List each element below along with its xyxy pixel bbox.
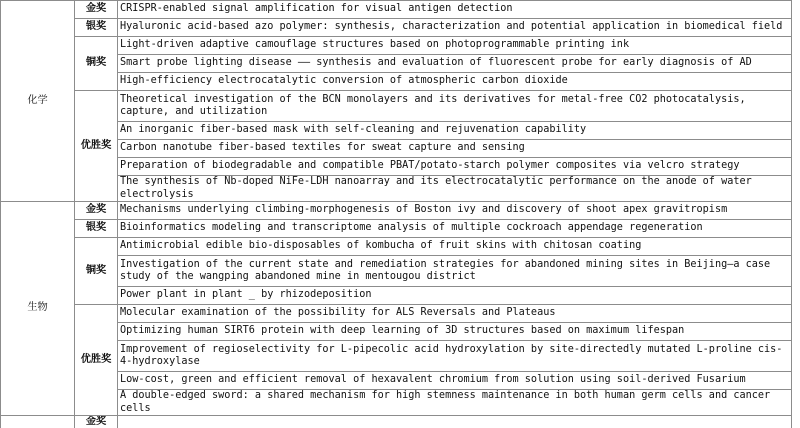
table-row: [1, 323, 792, 341]
table-row: [1, 256, 792, 287]
table-row: [1, 202, 792, 220]
project-title-cell: A double-edged sword: a shared mechanism for high stemness maintenance in both human germ cells and cancer cells: [118, 390, 792, 416]
project-title-cell: Light-driven adaptive camouflage structures based on photoprogrammable printing ink: [118, 37, 792, 55]
subject-cell: 生物: [1, 202, 75, 416]
award-cell: 优胜奖: [75, 91, 118, 202]
award-cell: 铜奖: [75, 238, 118, 305]
table-row: [1, 305, 792, 323]
award-cell: 金奖: [75, 1, 118, 19]
project-title-cell: Theoretical investigation of the BCN monolayers and its derivatives for metal-free CO2 photocatalysis, capture, and utilization: [118, 91, 792, 122]
table-row: [1, 341, 792, 372]
award-cell: 铜奖: [75, 37, 118, 91]
project-title-cell: Antimicrobial edible bio-disposables of kombucha of fruit skins with chitosan coating: [118, 238, 792, 256]
project-title-cell: Optimizing human SIRT6 protein with deep learning of 3D structures based on maximum lifespan: [118, 323, 792, 341]
project-title-cell: The synthesis of Nb-doped NiFe-LDH nanoarray and its electrocatalytic performance on the anode of water electrolysis: [118, 176, 792, 202]
project-title-cell: An inorganic fiber-based mask with self-cleaning and rejuvenation capability: [118, 122, 792, 140]
table-row: [1, 176, 792, 202]
award-cell: 金奖: [75, 202, 118, 220]
table-row: [1, 73, 792, 91]
project-title-cell: Molecular examination of the possibility for ALS Reversals and Plateaus: [118, 305, 792, 323]
project-title-cell: Carbon nanotube fiber-based textiles for sweat capture and sensing: [118, 140, 792, 158]
project-title-cell: Improvement of regioselectivity for L-pipecolic acid hydroxylation by site-directedly mutated L-proline cis-4-hydroxylase: [118, 341, 792, 372]
table-row: [1, 1, 792, 19]
table-row: [1, 37, 792, 55]
project-title-cell: Bioinformatics modeling and transcriptome analysis of multiple cockroach appendage regeneration: [118, 220, 792, 238]
table-row: [1, 287, 792, 305]
project-title-cell: High-efficiency electrocatalytic conversion of atmospheric carbon dioxide: [118, 73, 792, 91]
table-row: [1, 158, 792, 176]
table-row: [1, 140, 792, 158]
project-title-cell: [118, 416, 792, 428]
table-row: [1, 55, 792, 73]
subject-cell: 化学: [1, 1, 75, 202]
project-title-cell: Investigation of the current state and remediation strategies for abandoned mining sites in Beijing—a case study of the wangping abandoned mine in mentougou district: [118, 256, 792, 287]
award-cell: 银奖: [75, 19, 118, 37]
project-title-cell: Smart probe lighting disease —— synthesis and evaluation of fluorescent probe for early diagnosis of AD: [118, 55, 792, 73]
project-title-cell: Mechanisms underlying climbing-morphogenesis of Boston ivy and discovery of shoot apex gravitropism: [118, 202, 792, 220]
table-row: [1, 19, 792, 37]
project-title-cell: Preparation of biodegradable and compatible PBAT/potato-starch polymer composites via velcro strategy: [118, 158, 792, 176]
subject-cell: [1, 416, 75, 428]
table-row: [1, 390, 792, 416]
project-title-cell: Hyaluronic acid-based azo polymer: synthesis, characterization and potential application in biomedical field: [118, 19, 792, 37]
table-row: [1, 238, 792, 256]
project-title-cell: Low-cost, green and efficient removal of hexavalent chromium from solution using soil-derived Fusarium: [118, 372, 792, 390]
project-title-cell: Power plant in plant _ by rhizodeposition: [118, 287, 792, 305]
table-row: [1, 220, 792, 238]
table-row: [1, 122, 792, 140]
award-cell: 金奖: [75, 416, 118, 428]
project-title-cell: CRISPR-enabled signal amplification for visual antigen detection: [118, 1, 792, 19]
awards-table-body: [1, 1, 792, 428]
award-cell: 银奖: [75, 220, 118, 238]
table-row: [1, 372, 792, 390]
table-row: [1, 416, 792, 428]
award-cell: 优胜奖: [75, 305, 118, 416]
table-row: [1, 91, 792, 122]
